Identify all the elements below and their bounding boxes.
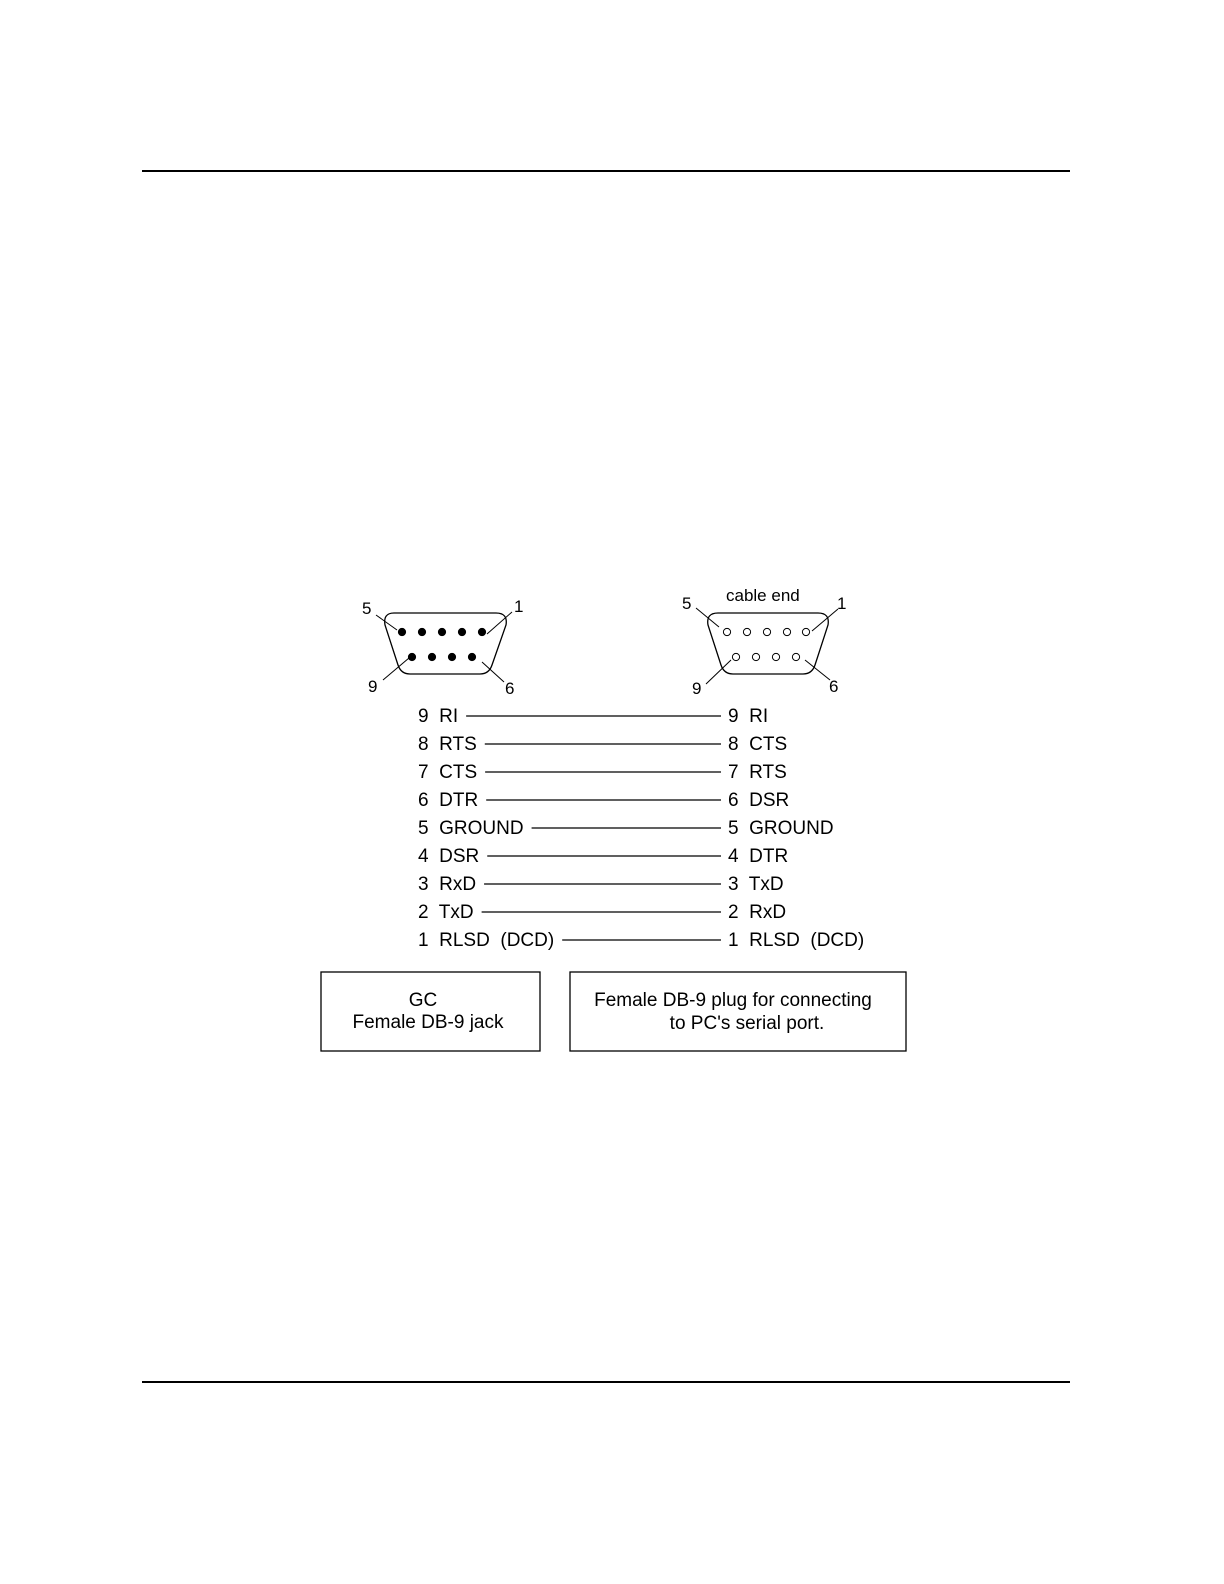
wiring-right-label-1: 9 RI — [728, 706, 769, 727]
left-caption-line1: GC — [408, 990, 438, 1011]
wiring-left-label-3: 7 CTS — [418, 762, 478, 783]
right-pin-label-6: 6 — [829, 677, 839, 696]
right-pin-4 — [743, 628, 750, 635]
wiring-left-label-6: 4 DSR — [418, 846, 480, 867]
left-pin6-leader — [482, 662, 504, 682]
left-pin-5 — [398, 628, 405, 635]
left-caption-line2: Female DB-9 jack — [352, 1012, 504, 1033]
wiring-right-label-5: 5 GROUND — [728, 818, 834, 839]
right-pin6-leader — [805, 660, 830, 680]
right-pin-1 — [802, 628, 809, 635]
wiring-right-label-3: 7 RTS — [728, 762, 787, 783]
wiring-right-label-2: 8 CTS — [728, 734, 788, 755]
left-pin-2 — [458, 628, 465, 635]
right-db9-connector — [682, 586, 846, 698]
right-caption-line1: Female DB-9 plug for connecting — [594, 990, 872, 1011]
right-connector-title: cable end — [726, 586, 800, 605]
left-connector-pins — [398, 628, 485, 660]
left-pin-1 — [478, 628, 485, 635]
wiring-right-label-6: 4 DTR — [728, 846, 789, 867]
right-caption-frame — [570, 972, 906, 1051]
wiring-left-label-5: 5 GROUND — [418, 818, 524, 839]
right-pin-8 — [752, 653, 759, 660]
right-pin-label-5: 5 — [682, 594, 692, 613]
wiring-left-label-1: 9 RI — [418, 706, 459, 727]
right-pin-label-9: 9 — [692, 679, 702, 698]
wiring-left-label-8: 2 TxD — [418, 902, 474, 923]
wiring-left-label-4: 6 DTR — [418, 790, 479, 811]
left-pin-8 — [428, 653, 435, 660]
left-pin-label-6: 6 — [505, 679, 515, 698]
wiring-right-label-8: 2 RxD — [728, 902, 787, 923]
wiring-right-label-4: 6 DSR — [728, 790, 790, 811]
right-pin-6 — [792, 653, 799, 660]
left-pin-6 — [468, 653, 475, 660]
left-pin-label-9: 9 — [368, 677, 378, 696]
right-pin-label-1: 1 — [837, 594, 847, 613]
left-pin-3 — [438, 628, 445, 635]
wiring-list — [418, 706, 864, 951]
right-pin1-leader — [812, 609, 838, 631]
left-pin-9 — [408, 653, 415, 660]
right-pin9-leader — [706, 660, 731, 684]
right-caption-line2: to PC's serial port. — [669, 1013, 825, 1034]
left-pin-4 — [418, 628, 425, 635]
left-connector-shell — [385, 613, 507, 674]
right-pin-2 — [783, 628, 790, 635]
left-pin-7 — [448, 653, 455, 660]
right-caption-box — [570, 972, 906, 1051]
right-pin-7 — [772, 653, 779, 660]
wiring-left-label-2: 8 RTS — [418, 734, 477, 755]
left-pin-label-1: 1 — [514, 597, 524, 616]
wiring-left-label-7: 3 RxD — [418, 874, 477, 895]
right-pin-9 — [732, 653, 739, 660]
wiring-right-label-7: 3 TxD — [728, 874, 784, 895]
right-pin-3 — [763, 628, 770, 635]
left-caption-box — [321, 972, 540, 1051]
left-pin1-leader — [487, 612, 512, 634]
right-connector-pins — [723, 628, 809, 660]
left-db9-connector — [362, 597, 523, 698]
right-pin-5 — [723, 628, 730, 635]
left-pin9-leader — [383, 658, 409, 680]
wiring-left-label-9: 1 RLSD (DCD) — [418, 930, 555, 951]
wiring-right-label-9: 1 RLSD (DCD) — [728, 930, 865, 951]
left-pin-label-5: 5 — [362, 599, 372, 618]
